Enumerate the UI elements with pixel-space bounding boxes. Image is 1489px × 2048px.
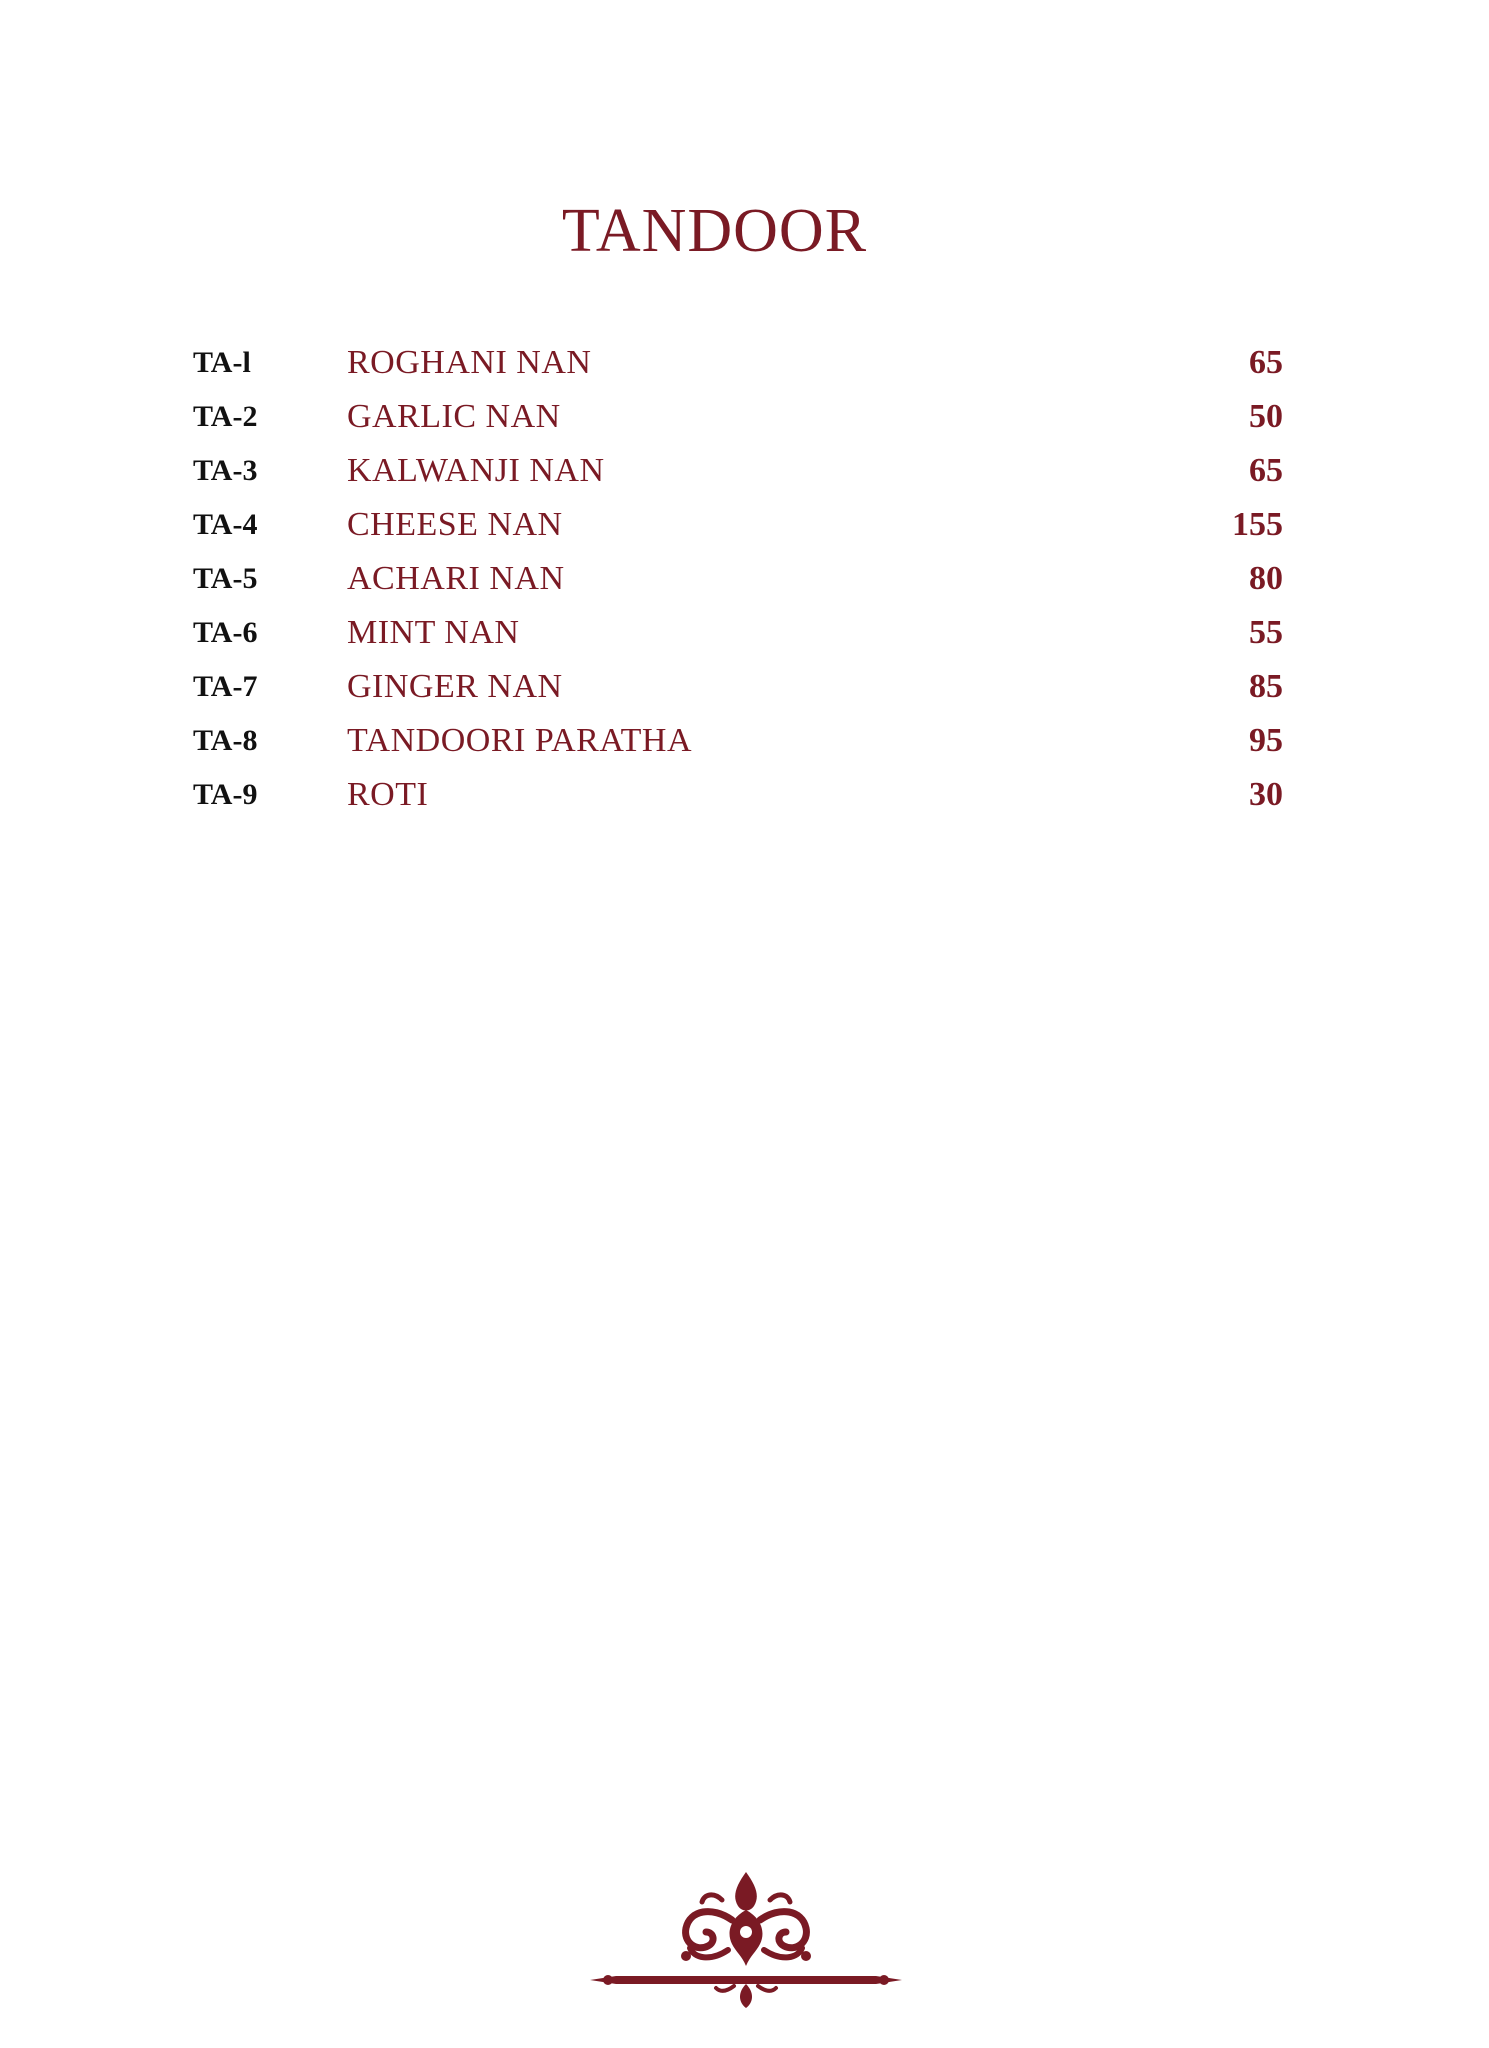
item-name: CHEESE NAN <box>347 506 563 543</box>
item-code: TA-9 <box>193 778 258 811</box>
page-title: TANDOOR <box>561 197 868 265</box>
item-price: 65 <box>1249 344 1283 381</box>
item-name: GINGER NAN <box>347 668 563 705</box>
item-code: TA-2 <box>193 400 258 433</box>
item-code: TA-8 <box>193 724 258 757</box>
item-price: 30 <box>1249 776 1283 813</box>
menu-item-row <box>0 336 1489 390</box>
item-price: 95 <box>1249 722 1283 759</box>
item-price: 80 <box>1249 560 1283 597</box>
item-name: MINT NAN <box>347 614 520 651</box>
item-name: ROTI <box>347 776 429 813</box>
item-code: TA-5 <box>193 562 258 595</box>
item-price: 155 <box>1232 506 1283 543</box>
menu-item-row <box>0 444 1489 498</box>
item-name: ACHARI NAN <box>347 560 565 597</box>
item-name: GARLIC NAN <box>347 398 561 435</box>
menu-item-row <box>0 714 1489 768</box>
item-code: TA-4 <box>193 508 258 541</box>
menu-item-row <box>0 552 1489 606</box>
item-price: 85 <box>1249 668 1283 705</box>
menu-item-row <box>0 768 1489 822</box>
item-name: ROGHANI NAN <box>347 344 592 381</box>
item-name: KALWANJI NAN <box>347 452 605 489</box>
item-price: 65 <box>1249 452 1283 489</box>
item-code: TA-6 <box>193 616 258 649</box>
menu-item-row <box>0 606 1489 660</box>
item-code: TA-7 <box>193 670 258 703</box>
item-code: TA-3 <box>193 454 258 487</box>
item-code: TA-l <box>193 346 251 379</box>
damask-flourish-divider-icon <box>586 1870 906 2010</box>
menu-item-row <box>0 660 1489 714</box>
item-price: 50 <box>1249 398 1283 435</box>
menu-item-row <box>0 498 1489 552</box>
menu-item-row <box>0 390 1489 444</box>
item-name: TANDOORI PARATHA <box>347 722 692 759</box>
item-price: 55 <box>1249 614 1283 651</box>
